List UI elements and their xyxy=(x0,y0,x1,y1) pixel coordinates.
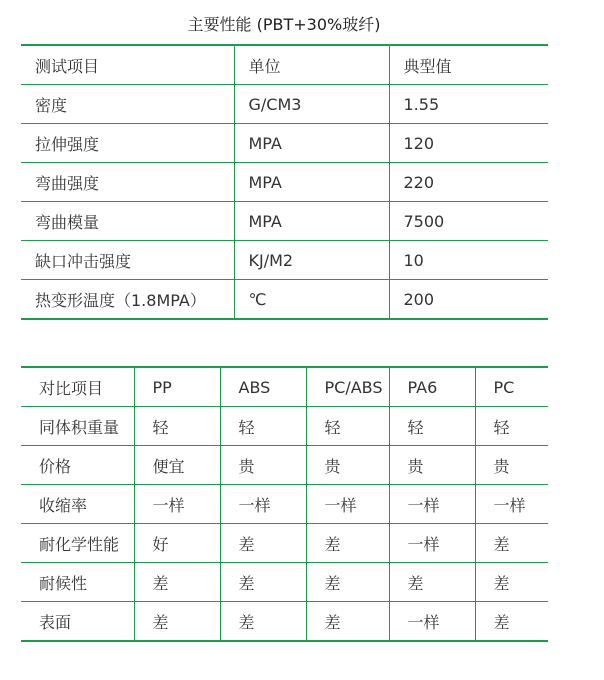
table-cell: 拉伸强度 xyxy=(21,124,234,163)
table-row xyxy=(21,163,548,202)
table-cell: 差 xyxy=(475,563,548,602)
table-cell: 弯曲强度 xyxy=(21,163,234,202)
table-row xyxy=(21,407,548,446)
table-cell: 轻 xyxy=(134,407,220,446)
table-cell: 差 xyxy=(389,563,475,602)
table-cell: 轻 xyxy=(220,407,306,446)
properties-table xyxy=(21,44,548,320)
column-header: 典型值 xyxy=(389,45,548,85)
table-cell: 1.55 xyxy=(389,85,548,124)
column-header: 对比项目 xyxy=(21,367,134,407)
table-cell: MPA xyxy=(234,124,389,163)
table-cell: 7500 xyxy=(389,202,548,241)
table-cell: 差 xyxy=(220,602,306,642)
table-cell: 价格 xyxy=(21,446,134,485)
table-cell: G/CM3 xyxy=(234,85,389,124)
table-cell: 一样 xyxy=(220,485,306,524)
table-cell: 耐候性 xyxy=(21,563,134,602)
table-cell: 一样 xyxy=(389,485,475,524)
table-row xyxy=(21,485,548,524)
comparison-table xyxy=(21,366,548,642)
table-row xyxy=(21,602,548,642)
column-header: PP xyxy=(134,367,220,407)
column-header: 测试项目 xyxy=(21,45,234,85)
table-cell: 贵 xyxy=(389,446,475,485)
table-cell: 一样 xyxy=(306,485,389,524)
table-cell: 贵 xyxy=(220,446,306,485)
table-row xyxy=(21,241,548,280)
table-cell: 差 xyxy=(475,602,548,642)
table-cell: 耐化学性能 xyxy=(21,524,134,563)
table-cell: 轻 xyxy=(475,407,548,446)
table-row xyxy=(21,85,548,124)
table-cell: 差 xyxy=(134,563,220,602)
table-row xyxy=(21,524,548,563)
table-cell: 差 xyxy=(306,524,389,563)
column-header: PC xyxy=(475,367,548,407)
table-cell: 便宜 xyxy=(134,446,220,485)
table-cell: 同体积重量 xyxy=(21,407,134,446)
table-cell: ℃ xyxy=(234,280,389,320)
table-row xyxy=(21,446,548,485)
table-cell: 贵 xyxy=(475,446,548,485)
page-title: 主要性能 (PBT+30%玻纤) xyxy=(187,15,381,34)
table-cell: 轻 xyxy=(389,407,475,446)
table-cell: 密度 xyxy=(21,85,234,124)
table-cell: 好 xyxy=(134,524,220,563)
table-cell: 一样 xyxy=(134,485,220,524)
table-cell: 120 xyxy=(389,124,548,163)
table-cell: 差 xyxy=(306,563,389,602)
table-cell: 热变形温度（1.8MPA） xyxy=(21,280,234,320)
table-cell: 差 xyxy=(134,602,220,642)
table-cell: 弯曲模量 xyxy=(21,202,234,241)
table-cell: 差 xyxy=(475,524,548,563)
table-cell: 差 xyxy=(220,563,306,602)
column-header: PA6 xyxy=(389,367,475,407)
table-cell: 表面 xyxy=(21,602,134,642)
table-row xyxy=(21,280,548,320)
table-cell: 220 xyxy=(389,163,548,202)
column-header: 单位 xyxy=(234,45,389,85)
table-cell: 贵 xyxy=(306,446,389,485)
table-row xyxy=(21,202,548,241)
column-header: PC/ABS xyxy=(306,367,389,407)
column-header: ABS xyxy=(220,367,306,407)
table-header-row xyxy=(21,367,548,407)
table-cell: 缺口冲击强度 xyxy=(21,241,234,280)
table-row xyxy=(21,563,548,602)
table-cell: 轻 xyxy=(306,407,389,446)
table-cell: KJ/M2 xyxy=(234,241,389,280)
table-cell: 一样 xyxy=(475,485,548,524)
table-row xyxy=(21,124,548,163)
table-cell: MPA xyxy=(234,163,389,202)
table-cell: 200 xyxy=(389,280,548,320)
table-cell: 一样 xyxy=(389,602,475,642)
table-cell: 一样 xyxy=(389,524,475,563)
table-cell: 10 xyxy=(389,241,548,280)
table-header-row xyxy=(21,45,548,85)
table-cell: 差 xyxy=(306,602,389,642)
table-cell: MPA xyxy=(234,202,389,241)
table-cell: 收缩率 xyxy=(21,485,134,524)
table-cell: 差 xyxy=(220,524,306,563)
